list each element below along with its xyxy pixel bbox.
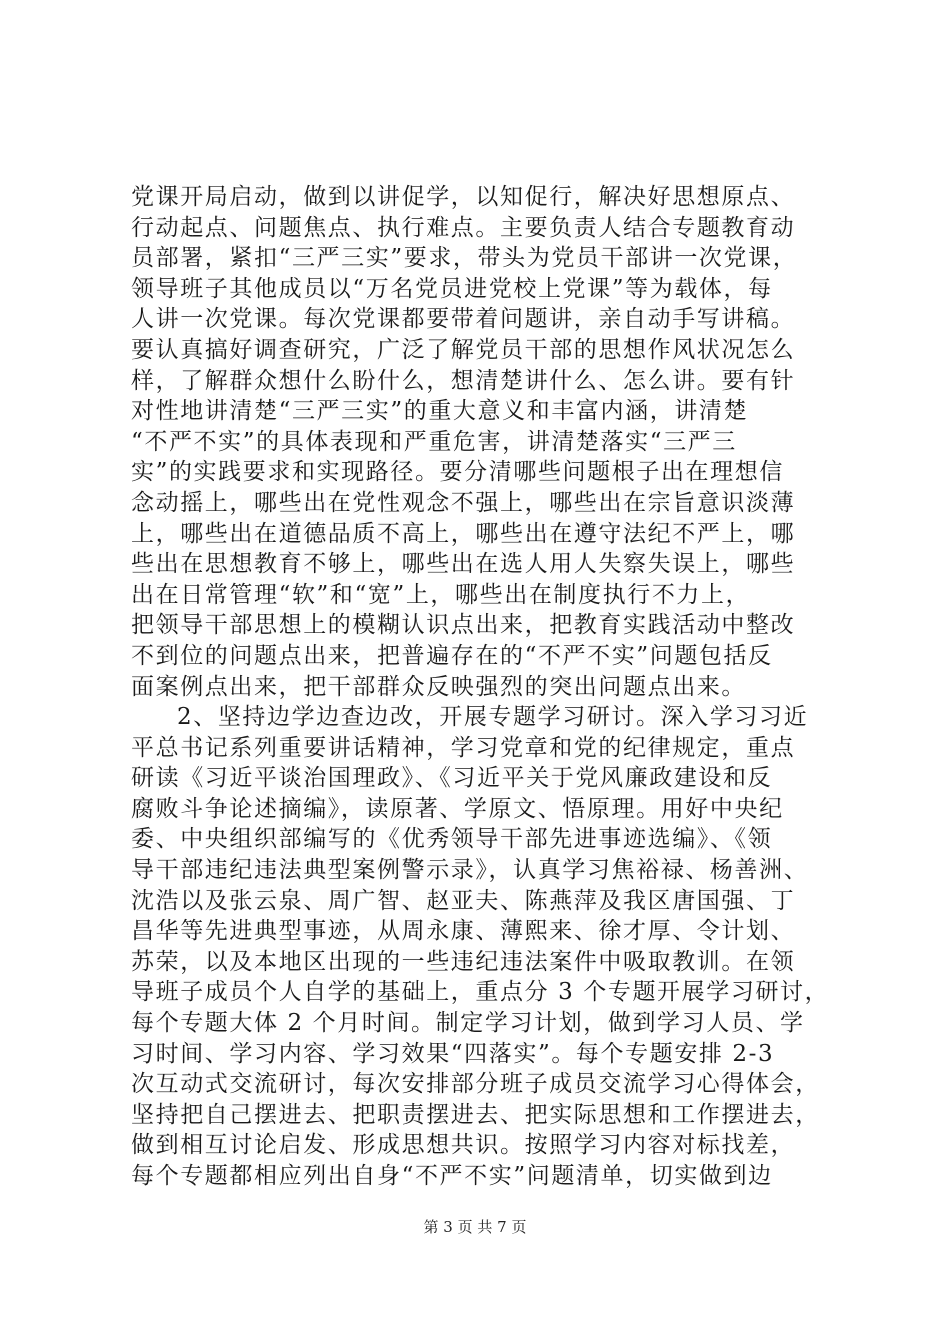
text-line: 导干部违纪违法典型案例警示录》，认真学习焦裕禄、杨善洲、	[131, 857, 809, 884]
text-line: 出在日常管理“软”和“宽”上，哪些出在制度执行不力上，	[131, 581, 751, 608]
text-line: 坚持把自己摆进去、把职责摆进去、把实际思想和工作摆进去，	[131, 1101, 820, 1128]
text-line: 平总书记系列重要讲话精神，学习党章和党的纪律规定，重点	[131, 734, 796, 761]
text-line: 腐败斗争论述摘编》，读原著、学原文、悟原理。用好中央纪	[131, 795, 784, 822]
text-line: 面案例点出来，把干部群众反映强烈的突出问题点出来。	[131, 673, 746, 700]
text-line: 每个专题都相应列出自身“不严不实”问题清单，切实做到边	[131, 1163, 773, 1189]
text-line: 些出在思想教育不够上，哪些出在选人用人失察失误上，哪些	[131, 551, 796, 578]
text-line: 人讲一次党课。每次党课都要带着问题讲，亲自动手写讲稿。	[131, 306, 796, 333]
text-line: 研读《习近平谈治国理政》、《习近平关于党风廉政建设和反	[131, 765, 773, 792]
text-line: 党课开局启动，做到以讲促学，以知促行，解决好思想原点、	[131, 184, 796, 210]
text-line: 做到相互讨论启发、形成思想共识。按照学习内容对标找差，	[131, 1132, 796, 1159]
text-line: 上，哪些出在道德品质不高上，哪些出在遵守法纪不严上，哪	[131, 520, 796, 547]
text-line: 委、中央组织部编写的《优秀领导干部先进事迹选编》、《领	[131, 826, 773, 853]
text-line: 导班子成员个人自学的基础上，重点分 3 个专题开展学习研讨，	[131, 979, 830, 1006]
body-text	[131, 182, 831, 1192]
text-line: 次互动式交流研讨，每次安排部分班子成员交流学习心得体会，	[131, 1071, 820, 1098]
text-line: 不到位的问题点出来，把普遍存在的“不严不实”问题包括反	[131, 642, 773, 669]
page-number-footer: 第 3 页 共 7 页	[423, 1218, 527, 1236]
paragraph-start-line: 2、坚持边学边查边改，开展专题学习研讨。深入学习习近	[177, 704, 809, 731]
text-line: 每个专题大体 2 个月时间。制定学习计划，做到学习人员、学	[131, 1010, 805, 1037]
text-line: 把领导干部思想上的模糊认识点出来，把教育实践活动中整改	[131, 612, 796, 639]
text-line: 念动摇上，哪些出在党性观念不强上，哪些出在宗旨意识淡薄	[131, 489, 796, 516]
text-line: 样，了解群众想什么盼什么，想清楚讲什么、怎么讲。要有针	[131, 367, 796, 394]
text-line: 领导班子其他成员以“万名党员进党校上党课”等为载体，每	[131, 275, 773, 302]
text-line: 习时间、学习内容、学习效果“四落实”。每个专题安排 2-3	[131, 1040, 775, 1067]
text-line: 员部署，紧扣“三严三实”要求，带头为党员干部讲一次党课，	[131, 245, 798, 272]
text-line: 要认真搞好调查研究，广泛了解党员干部的思想作风状况怎么	[131, 336, 796, 363]
text-line: 对性地讲清楚“三严三实”的重大意义和丰富内涵，讲清楚	[131, 398, 749, 425]
text-line: 苏荣，以及本地区出现的一些违纪违法案件中吸取教训。在领	[131, 948, 796, 975]
text-line: 实”的实践要求和实现路径。要分清哪些问题根子出在理想信	[131, 459, 784, 486]
text-line: “不严不实”的具体表现和严重危害，讲清楚落实“三严三	[131, 428, 737, 455]
text-line: 行动起点、问题焦点、执行难点。主要负责人结合专题教育动	[131, 214, 796, 241]
text-line: 昌华等先进典型事迹，从周永康、薄熙来、徐才厚、令计划、	[131, 918, 796, 945]
text-line: 沈浩以及张云泉、周广智、赵亚夫、陈燕萍及我区唐国强、丁	[131, 887, 796, 914]
